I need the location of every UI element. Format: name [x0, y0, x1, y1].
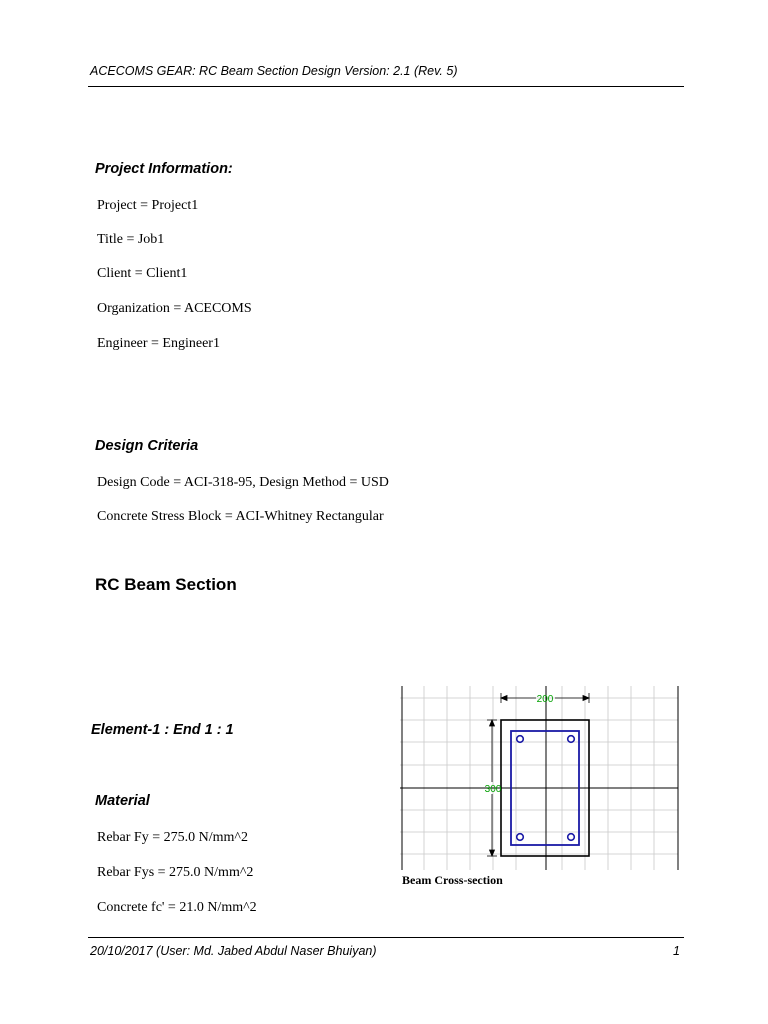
footer-date-user: 20/10/2017 (User: Md. Jabed Abdul Naser Bhuiyan) — [90, 944, 377, 958]
report-header: ACECOMS GEAR: RC Beam Section Design Version: 2.1 (Rev. 5) — [90, 64, 458, 78]
organization-line: Organization = ACECOMS — [97, 301, 252, 316]
rebar-bottom-left — [517, 834, 524, 841]
rebar-bottom-right — [568, 834, 575, 841]
footer-rule — [88, 937, 684, 938]
width-label: 200 — [536, 694, 554, 705]
axes — [400, 686, 678, 870]
rebar-top-right — [568, 736, 575, 743]
rebar-fys-line: Rebar Fys = 275.0 N/mm^2 — [97, 865, 254, 880]
rc-beam-section-title: RC Beam Section — [95, 575, 237, 594]
project-line: Project = Project1 — [97, 198, 199, 213]
material-heading: Material — [95, 793, 150, 809]
rebar-fy-line: Rebar Fy = 275.0 N/mm^2 — [97, 830, 248, 845]
concrete-fc-line: Concrete fc' = 21.0 N/mm^2 — [97, 900, 257, 915]
engineer-line: Engineer = Engineer1 — [97, 336, 220, 351]
depth-label: 300 — [484, 784, 502, 795]
grid — [400, 686, 678, 870]
diagram-caption: Beam Cross-section — [402, 873, 503, 887]
beam-cross-section-diagram — [400, 686, 680, 872]
title-line: Title = Job1 — [97, 232, 165, 247]
design-criteria-heading: Design Criteria — [95, 438, 199, 454]
element-heading: Element-1 : End 1 : 1 — [91, 722, 234, 738]
page-number: 1 — [673, 944, 680, 958]
client-line: Client = Client1 — [97, 266, 188, 281]
header-rule — [88, 86, 684, 87]
design-code-line: Design Code = ACI-318-95, Design Method = USD — [97, 475, 389, 490]
project-info-heading: Project Information: — [95, 161, 233, 177]
stress-block-line: Concrete Stress Block = ACI-Whitney Rectangular — [97, 509, 384, 524]
rebar-top-left — [517, 736, 524, 743]
